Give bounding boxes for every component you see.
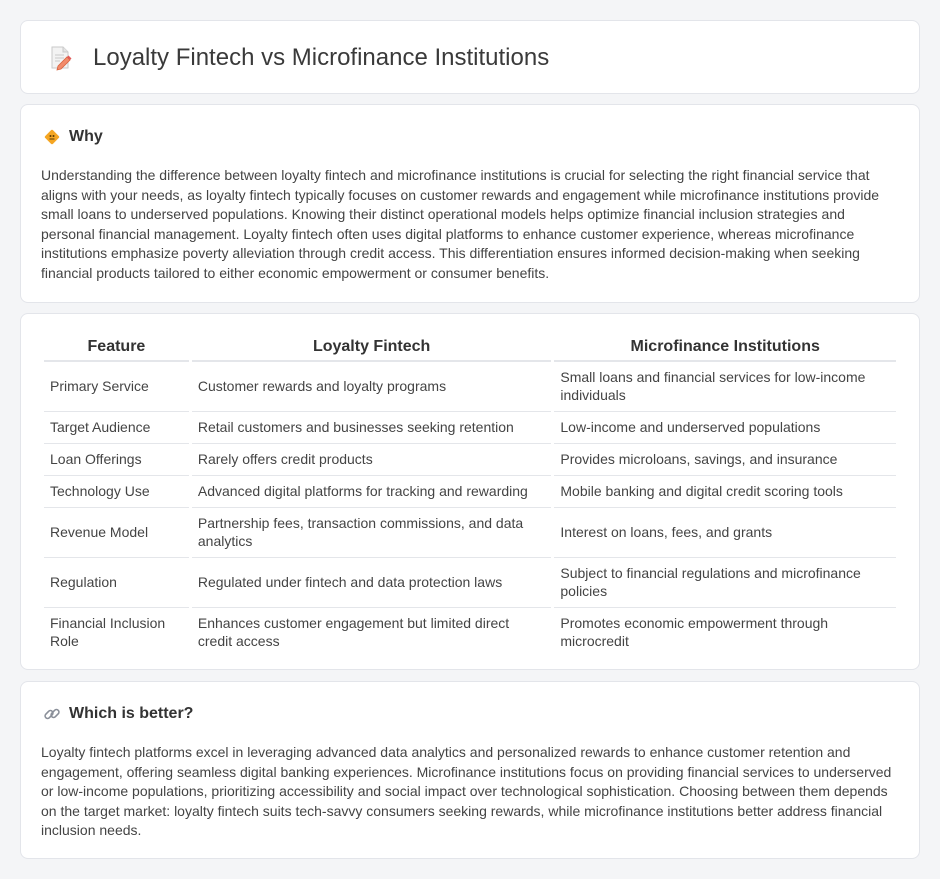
- diamond-sign-icon: [43, 128, 61, 146]
- row-feature: Target Audience: [44, 412, 189, 444]
- row-loyalty-value: Rarely offers credit products: [192, 444, 552, 476]
- row-feature: Regulation: [44, 558, 189, 608]
- row-loyalty-value: Regulated under fintech and data protection laws: [192, 558, 552, 608]
- table-row: [44, 362, 896, 412]
- column-header-feature: Feature: [44, 335, 189, 362]
- title-row: [45, 43, 549, 73]
- row-microfinance-value: Mobile banking and digital credit scoring tools: [554, 476, 896, 508]
- table-row: [44, 476, 896, 508]
- row-microfinance-value: Promotes economic empowerment through microcredit: [560, 615, 829, 649]
- row-feature: Revenue Model: [44, 508, 189, 558]
- better-paragraph: Loyalty fintech platforms excel in leveraging advanced data analytics and personalized rewards to enhance customer retention and engagement, offering seamless digital banking experiences. Microfinance institutions focus on providing financial services to underserved or low-income populations, prioritizing accessibility and social impact over technological sophistication. Choosing between them depends on the target market: loyalty fintech suits tech-savvy consumers seeking rewards, while microfinance institutions better address financial inclusion needs.: [41, 744, 892, 838]
- row-microfinance-value: Subject to financial regulations and microfinance policies: [554, 558, 896, 608]
- link-icon: [43, 705, 61, 723]
- row-microfinance-value: Low-income and underserved populations: [554, 412, 896, 444]
- column-header-microfinance: Microfinance Institutions: [554, 335, 896, 362]
- row-microfinance-value: Small loans and financial services for low-income individuals: [554, 362, 896, 412]
- column-header-loyalty-fintech: Loyalty Fintech: [192, 335, 552, 362]
- row-loyalty-value: Partnership fees, transaction commissions, and data analytics: [192, 508, 552, 558]
- better-header: [43, 705, 193, 723]
- table-row: [44, 558, 896, 608]
- table-row: [44, 508, 896, 558]
- why-title: Why: [69, 128, 103, 145]
- table-row: [44, 444, 896, 476]
- row-loyalty-value: Advanced digital platforms for tracking and rewarding: [192, 476, 552, 508]
- why-paragraph: Understanding the difference between loyalty fintech and microfinance institutions is crucial for selecting the right financial service that aligns with your needs, as loyalty fintech typically focuses on customer rewards and engagement while microfinance institutions provide small loans to underserved populations. Knowing their distinct operational models helps optimize financial inclusion strategies and personal financial management. Loyalty fintech often uses digital platforms to enhance customer experience, whereas microfinance institutions emphasize poverty alleviation through credit access. This differentiation ensures informed decision-making when seeking financial products tailored to either economic empowerment or consumer benefits.: [41, 167, 880, 281]
- row-loyalty-value: Enhances customer engagement but limited direct credit access: [197, 615, 510, 649]
- document-pencil-icon: [45, 43, 75, 73]
- row-feature: Technology Use: [44, 476, 189, 508]
- page-title: Loyalty Fintech vs Microfinance Institutions: [93, 44, 550, 71]
- why-header: [43, 128, 103, 146]
- title-card: [20, 20, 920, 94]
- comparison-table: [41, 335, 899, 657]
- row-loyalty-value: Retail customers and businesses seeking retention: [192, 412, 552, 444]
- table-header-row: [44, 335, 896, 362]
- row-feature: Financial Inclusion Role: [50, 615, 166, 649]
- row-feature: Primary Service: [44, 362, 189, 412]
- row-loyalty-value: Customer rewards and loyalty programs: [192, 362, 552, 412]
- comparison-section: [20, 313, 920, 670]
- why-section: [20, 104, 920, 303]
- better-title: Which is better?: [69, 705, 194, 722]
- table-row: [44, 608, 896, 657]
- row-microfinance-value: Provides microloans, savings, and insurance: [554, 444, 896, 476]
- row-microfinance-value: Interest on loans, fees, and grants: [554, 508, 896, 558]
- table-row: [44, 412, 896, 444]
- which-is-better-section: [20, 681, 920, 859]
- row-feature: Loan Offerings: [44, 444, 189, 476]
